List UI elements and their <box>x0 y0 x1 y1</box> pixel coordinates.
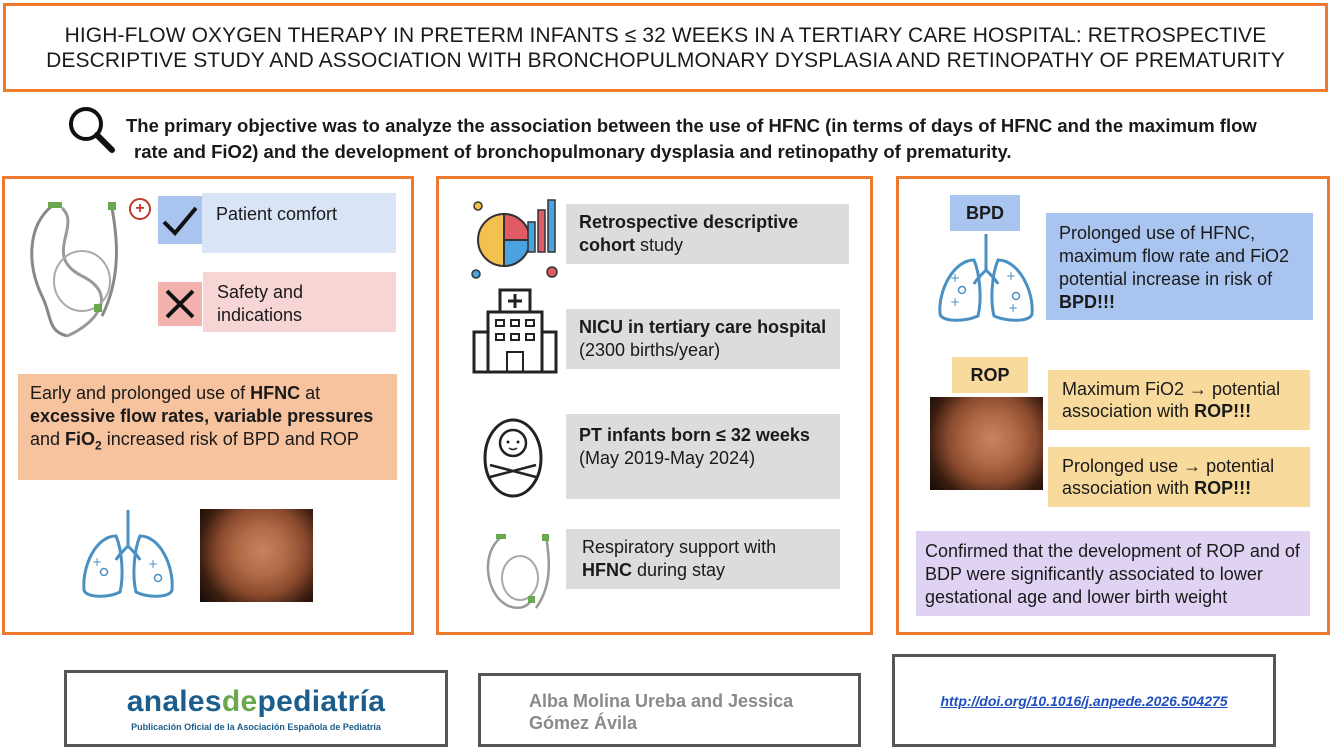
objective-line-1: The primary objective was to analyze the association between the use of HFNC (in terms of days of HFNC and the maximum flow <box>126 115 1257 136</box>
bpd-label <box>950 195 1020 231</box>
bpd-finding-bold: BPD!!! <box>1059 292 1115 312</box>
intervention-box <box>566 529 840 589</box>
intervention-text: Respiratory support with <box>582 537 777 557</box>
data-chart-icon <box>468 196 560 282</box>
patient-comfort-label: Patient comfort <box>216 204 338 224</box>
bpd-finding-text: Prolonged use of HFNC, maximum flow rate and FiO2 potential increase in risk of <box>1059 223 1290 289</box>
risk-text-2: at <box>300 383 321 403</box>
lungs-icon-right <box>934 230 1038 326</box>
risk-text-1: Early and prolonged use of <box>30 383 251 403</box>
objective-text <box>126 113 1326 165</box>
bpd-label-text: BPD <box>965 202 1004 223</box>
medical-cross-icon: + <box>129 198 151 220</box>
risk-sub: 2 <box>95 438 102 453</box>
rop-label-text: ROP <box>970 364 1010 385</box>
risk-box <box>18 374 397 480</box>
conclusion-box <box>916 531 1310 616</box>
journal-logo-box <box>64 670 448 747</box>
logo-part-3: pediatría <box>257 684 386 718</box>
setting-box <box>566 309 840 369</box>
population-box <box>566 414 840 499</box>
safety-line-2: indications <box>217 305 303 325</box>
study-design-text: study <box>635 235 684 255</box>
hospital-icon <box>470 288 560 376</box>
risk-fio: FiO <box>65 429 96 449</box>
cannula-icon-small <box>480 530 558 616</box>
risk-hfnc: HFNC <box>250 383 301 403</box>
rop-finding-1 <box>1048 370 1310 430</box>
conclusion-text: Confirmed that the development of ROP and of BDP were significantly associated to lower gestational age and lower birth weight <box>925 541 1300 607</box>
patient-comfort-box <box>202 193 396 253</box>
svg-text:+: + <box>92 555 103 569</box>
bpd-finding-box <box>1046 213 1313 320</box>
population-bold: PT infants born ≤ 32 weeks <box>579 425 810 445</box>
rop-label <box>952 357 1028 393</box>
population-text: (May 2019-May 2024) <box>579 448 756 468</box>
svg-text:+: + <box>950 271 961 285</box>
doi-link[interactable]: http://doi.org/10.1016/j.anpede.2026.504275 <box>940 692 1228 709</box>
safety-box <box>203 272 396 332</box>
svg-text:+: + <box>950 295 961 309</box>
rop-finding-1-text: Maximum FiO2 → potential association with <box>1062 379 1281 421</box>
x-mark-icon <box>158 282 202 326</box>
magnifier-icon <box>66 104 118 156</box>
title-line-1: HIGH-FLOW OXYGEN THERAPY IN PRETERM INFANTS ≤ 32 WEEKS IN A TERTIARY CARE HOSPITAL: RETROSPECTIVE <box>64 23 1267 47</box>
title-banner <box>3 3 1328 92</box>
study-design-bold: Retrospective descriptive cohort <box>579 212 799 255</box>
svg-text:+: + <box>148 557 159 571</box>
retina-photo-left <box>200 509 313 602</box>
safety-line-1: Safety and <box>217 282 304 302</box>
checkmark-icon <box>158 196 202 244</box>
journal-logo <box>127 686 386 718</box>
rop-finding-1-bold: ROP!!! <box>1194 401 1252 421</box>
intervention-text-2: during stay <box>632 560 726 580</box>
authors-line-1: Alba Molina Ureba and Jessica <box>529 691 794 711</box>
title-line-2: DESCRIPTIVE STUDY AND ASSOCIATION WITH BRONCHOPULMONARY DYSPLASIA AND RETINOPATHY OF PREMATURITY <box>46 48 1285 72</box>
doi-box <box>892 654 1276 747</box>
rop-finding-2-bold: ROP!!! <box>1194 478 1252 498</box>
risk-text-3: and <box>30 429 66 449</box>
retina-photo-right <box>930 397 1043 490</box>
svg-text:+: + <box>1008 301 1019 315</box>
risk-bold-2: excessive flow rates, variable pressures <box>30 406 374 426</box>
setting-text: (2300 births/year) <box>579 340 721 360</box>
lungs-icon <box>78 506 178 602</box>
svg-text:+: + <box>1006 269 1017 283</box>
swaddled-baby-icon <box>482 417 544 499</box>
nasal-cannula-icon <box>22 196 132 346</box>
journal-subtitle: Publicación Oficial de la Asociación Española de Pediatría <box>131 721 381 732</box>
authors-line-2: Gómez Ávila <box>529 713 638 733</box>
intervention-bold: HFNC <box>582 560 632 580</box>
rop-finding-2-text: Prolonged use → potential association with <box>1062 456 1275 498</box>
checkmark-bg <box>158 196 202 244</box>
study-design-box <box>566 204 849 264</box>
setting-bold: NICU in tertiary care hospital <box>579 317 827 337</box>
authors-box <box>478 673 861 747</box>
cross-bg <box>158 282 202 326</box>
logo-part-1: anales <box>126 684 222 718</box>
risk-text-4: increased risk of BPD and ROP <box>101 429 359 449</box>
rop-finding-2 <box>1048 447 1310 507</box>
logo-part-2: de <box>221 684 258 718</box>
objective-line-2: rate and FiO2) and the development of bronchopulmonary dysplasia and retinopathy of prematurity. <box>134 141 1012 162</box>
